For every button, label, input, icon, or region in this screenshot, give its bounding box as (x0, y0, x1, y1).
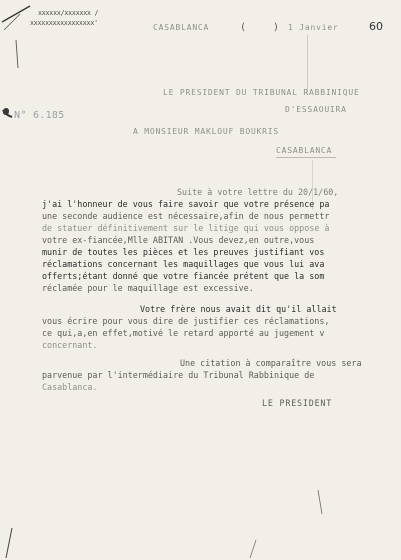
recipient-line-2: CASABLANCA (276, 146, 333, 155)
body-line: votre ex-fiancée,Mlle ABITAN .Vous devez,en outre,vous (42, 235, 315, 245)
body-line: vous écrire pour vous dire de justifier ces réclamations, (42, 316, 330, 326)
fold-line (307, 35, 308, 95)
body-line: parvenue par l'intermédiaire du Tribunal Rabbinique de (42, 370, 315, 380)
body-line: Casablanca. (42, 382, 98, 392)
sender-line-1: LE PRESIDENT DU TRIBUNAL RABBINIQUE (163, 88, 360, 97)
body-line: Une citation à comparaître vous sera (180, 358, 362, 368)
stamp-line-1: xxxxxx/xxxxxxx / (38, 9, 99, 17)
body-line: offerts;étant donné que votre fiancée prétent que la som (42, 271, 325, 281)
page-number: 60 (369, 20, 383, 33)
signature: LE PRESIDENT (262, 398, 333, 408)
scratch-marks (0, 480, 401, 560)
sender-line-2: D'ESSAOUIRA (285, 105, 347, 114)
body-line: une seconde audience est nécessaire,afin de nous permettr (42, 211, 330, 221)
recipient-line-1: A MONSIEUR MAKLOUF BOUKRIS (133, 127, 280, 136)
header-date: 1 Janvier (288, 23, 339, 32)
reference-number: N° 6.185 (14, 110, 65, 121)
body-line: Suite à votre lettre du 20/1/60, (177, 187, 339, 197)
recipient-underline (276, 157, 336, 158)
body-line: munir de toutes les pièces et les preuves justifiant vos (42, 247, 325, 257)
margin-dot (3, 108, 9, 115)
header-close-paren: ) (273, 22, 280, 33)
stamp-line-2: xxxxxxxxxxxxxxxxx' (30, 19, 98, 27)
body-line: Votre frère nous avait dit qu'il allait (140, 304, 337, 314)
body-line: réclamations concernant les maquillages que vous lui ava (42, 259, 325, 269)
header-city: CASABLANCA (153, 23, 210, 32)
body-line: concernant. (42, 340, 98, 350)
body-line: de statuer définitivement sur le litige qui vous oppose à (42, 223, 330, 233)
body-line: j'ai l'honneur de vous faire savoir que votre présence pa (42, 199, 330, 209)
body-line: réclamée pour le maquillage est excessive. (42, 283, 254, 293)
header-open-paren: ( (240, 22, 247, 33)
body-line: ce qui,a,en effet,motivé le retard apporté au jugement v (42, 328, 325, 338)
